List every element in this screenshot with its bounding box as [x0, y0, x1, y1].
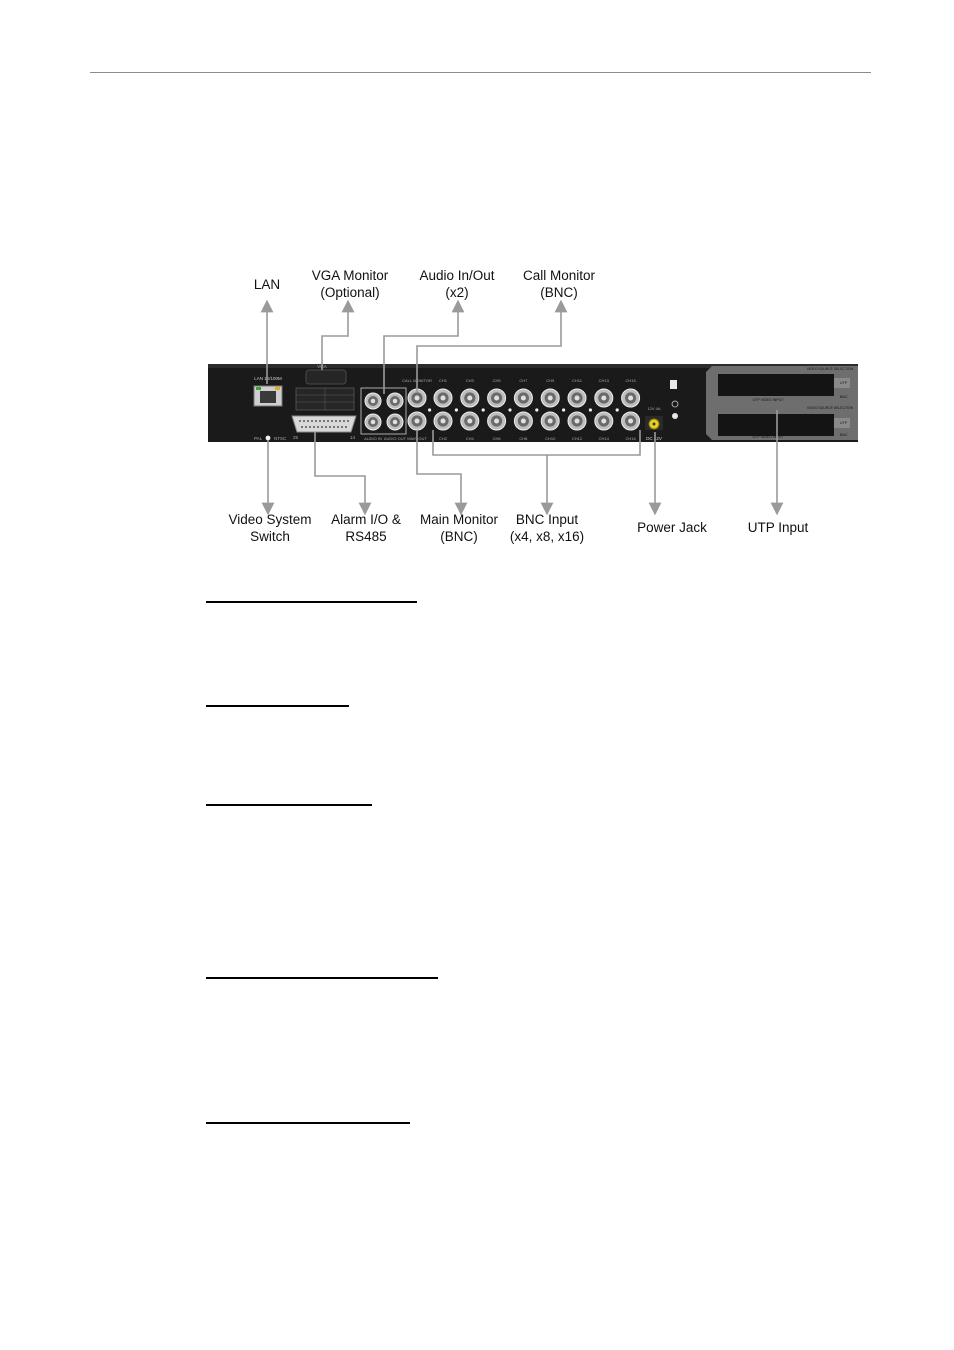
- channel-label-ch10: CH10: [545, 436, 556, 441]
- audio-in-top-connector: [365, 393, 381, 409]
- bnc-input-ch2: [434, 412, 452, 430]
- bnc-input-ch7: [514, 389, 532, 407]
- vga-leader: [322, 306, 348, 370]
- svg-text:UTP: UTP: [840, 421, 848, 425]
- channel-label-ch12: CH12: [571, 436, 583, 441]
- label-lan: LAN: [253, 277, 281, 292]
- main-monitor-connector: [408, 412, 426, 430]
- channel-label-ch6: CH6: [492, 436, 501, 441]
- channel-label-ch16: CH16: [625, 436, 636, 441]
- svg-text:14: 14: [350, 435, 356, 440]
- section-heading-underline-3: [206, 804, 372, 806]
- section-heading-underline-4: [206, 977, 438, 979]
- label-video-system-switch: Video System Switch: [228, 512, 312, 544]
- channel-label-ch8: CH8: [519, 436, 528, 441]
- section-heading-underline-2: [206, 705, 349, 707]
- svg-text:AUDIO OUT: AUDIO OUT: [383, 436, 407, 441]
- audio-in-bottom-connector: [365, 414, 381, 430]
- bnc-input-ch12: [568, 412, 586, 430]
- svg-text:25: 25: [293, 435, 299, 440]
- svg-text:NTSC: NTSC: [274, 436, 287, 441]
- svg-text:UTP VIDEO INPUT: UTP VIDEO INPUT: [752, 435, 784, 439]
- bnc-input-ch8: [514, 412, 532, 430]
- svg-text:UTP: UTP: [840, 381, 848, 385]
- bnc-input-ch3: [461, 389, 479, 407]
- label-alarm-io: Alarm I/O & RS485: [331, 512, 401, 544]
- audio-out-bottom-connector: [387, 414, 403, 430]
- channel-label-ch14: CH14: [598, 436, 609, 441]
- bnc-input-ch15: [622, 389, 640, 407]
- svg-text:VGA: VGA: [317, 364, 327, 369]
- svg-text:VIDEO SOURCE SELECTION: VIDEO SOURCE SELECTION: [806, 406, 854, 410]
- bnc-input-ch1: [434, 389, 452, 407]
- bnc-input-ch13: [595, 389, 613, 407]
- svg-text:LAN 10/100M: LAN 10/100M: [254, 376, 282, 381]
- label-audio-in-out: Audio In/Out (x2): [419, 268, 495, 300]
- connector-separator-dot: [562, 408, 565, 411]
- connector-separator-dot: [482, 408, 485, 411]
- section-heading-underline-5: [206, 1122, 410, 1124]
- channel-label-ch9: CH9: [546, 378, 555, 383]
- audio-out-top-connector: [387, 393, 403, 409]
- channel-label-ch15: CH15: [625, 378, 636, 383]
- bnc-input-ch9: [541, 389, 559, 407]
- svg-text:12V 4A: 12V 4A: [647, 406, 661, 411]
- audio-connectors: [361, 388, 407, 441]
- channel-label-ch13: CH13: [598, 378, 609, 383]
- svg-text:BNC: BNC: [840, 433, 848, 437]
- svg-text:BNC: BNC: [840, 395, 848, 399]
- channel-label-ch7: CH7: [519, 378, 528, 383]
- lan-port: [254, 376, 282, 406]
- label-bnc-input: BNC Input (x4, x8, x16): [509, 512, 585, 544]
- svg-text:DC 12V: DC 12V: [646, 436, 662, 441]
- channel-label-ch5: CH5: [492, 378, 501, 383]
- svg-text:UTP VIDEO INPUT: UTP VIDEO INPUT: [752, 398, 784, 402]
- bnc-input-ch5: [488, 389, 506, 407]
- label-vga-monitor: VGA Monitor (Optional): [311, 268, 389, 300]
- channel-label-ch2: CH2: [438, 436, 448, 441]
- label-utp-input: UTP Input: [747, 520, 809, 535]
- connector-separator-dot: [455, 408, 458, 411]
- svg-text:VIDEO SOURCE SELECTION: VIDEO SOURCE SELECTION: [806, 367, 854, 371]
- connector-separator-dot: [508, 408, 511, 411]
- bnc-input-ch14: [595, 412, 613, 430]
- alarm-leader: [315, 432, 365, 509]
- call-monitor-label: CALL MONITOR: [402, 378, 432, 383]
- connector-separator-dot: [428, 408, 431, 411]
- bnc-input-ch16: [622, 412, 640, 430]
- connector-separator-dot: [535, 408, 538, 411]
- label-call-monitor: Call Monitor (BNC): [522, 268, 596, 300]
- utp-input-module: [706, 366, 858, 440]
- bnc-input-ch11: [568, 389, 586, 407]
- channel-label-ch1: CH1: [438, 378, 448, 383]
- label-power-jack: Power Jack: [637, 520, 707, 535]
- svg-text:PAL: PAL: [254, 436, 263, 441]
- connector-separator-dot: [589, 408, 592, 411]
- channel-label-ch4: CH4: [465, 436, 474, 441]
- alarm-label-plate: [296, 388, 354, 410]
- connector-separator-dot: [616, 408, 619, 411]
- bnc-input-ch4: [461, 412, 479, 430]
- label-main-monitor: Main Monitor (BNC): [419, 512, 499, 544]
- channel-label-ch11: CH11: [572, 378, 582, 383]
- svg-text:AUDIO IN: AUDIO IN: [364, 436, 382, 441]
- main-monitor-label: MAIN OUT: [407, 436, 427, 441]
- bnc-input-ch10: [541, 412, 559, 430]
- section-heading-underline-1: [206, 601, 417, 603]
- channel-label-ch3: CH3: [465, 378, 474, 383]
- bnc-input-ch6: [488, 412, 506, 430]
